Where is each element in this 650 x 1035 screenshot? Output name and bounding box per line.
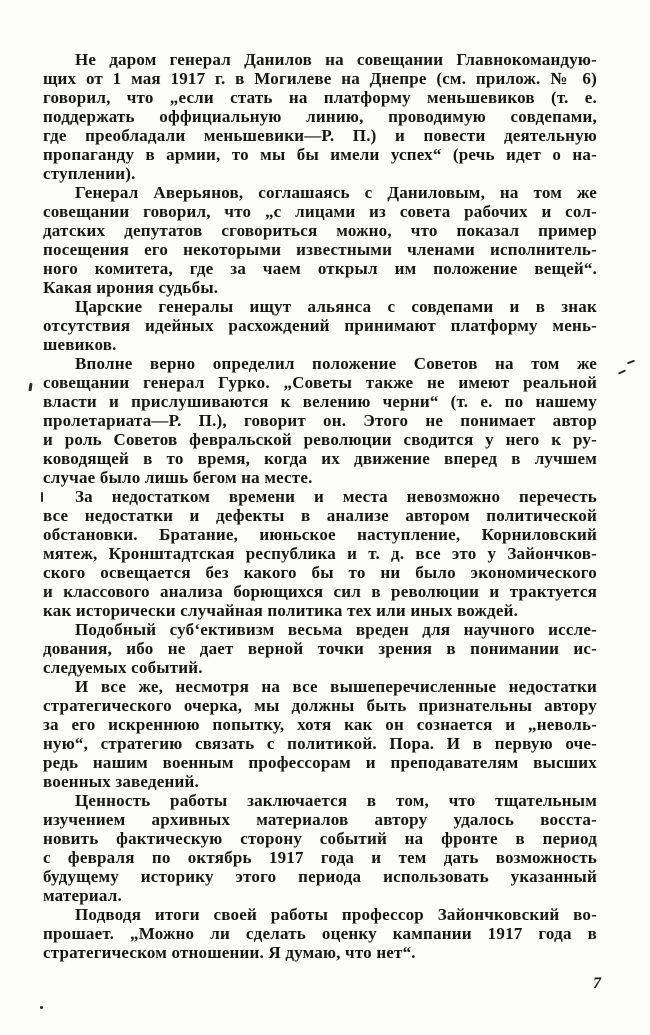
page-number: 7 <box>593 975 601 992</box>
text-line: шевиков. <box>43 335 117 354</box>
text-line: совещании генерал Гурко. „Советы также не имеют реальной <box>43 373 597 392</box>
text-line: Вполне верно определил положение Советов на том же <box>75 354 597 373</box>
text-line: военных заведений. <box>43 772 199 791</box>
text-line: обстановки. Братание, июньское наступление, Корниловский <box>43 525 597 544</box>
text-line: Ценность работы заключается в том, что тщательным <box>75 791 597 810</box>
text-line: за его искреннюю попытку, хотя как он сознается и „неволь- <box>43 715 597 734</box>
text-line: мятеж, Кронштадтская республика и т. д. все это у Зайончков- <box>43 544 597 563</box>
text-line: материал. <box>43 886 122 905</box>
scan-speck-left-tick <box>41 492 43 502</box>
scan-speck-right-margin-1 <box>627 360 635 365</box>
text-line: все недостатки и дефекты в анализе автором политической <box>43 506 597 525</box>
text-line: как исторически случайная политика тех или иных вождей. <box>43 601 519 620</box>
scan-speck-right-margin-2 <box>618 369 626 374</box>
text-line: где преобладали меньшевики—Р. П.) и повести деятельную <box>43 126 597 145</box>
text-line: За недостатком времени и места невозможно перечесть <box>75 487 597 506</box>
text-block <box>43 50 597 962</box>
text-line: говорил, что „если стать на платформу меньшевиков (т. е. <box>43 88 597 107</box>
text-line: стратегическом отношении. Я думаю, что нет“. <box>43 943 416 962</box>
text-line: случае было лишь бегом на месте. <box>43 468 313 487</box>
text-line: щих от 1 мая 1917 г. в Могилеве на Днепре (см. прилож. № 6) <box>43 69 597 88</box>
text-line: пролетариата—Р. П.), говорит он. Этого не понимает автор <box>43 411 597 430</box>
text-line: ступлении). <box>43 164 136 183</box>
text-line: ского освещается без какого бы то ни было экономического <box>43 563 597 582</box>
text-line: Подобный суб‘ективизм весьма вреден для научного иссле- <box>75 620 597 639</box>
text-line: Генерал Аверьянов, соглашаясь с Даниловым, на том же <box>75 183 597 202</box>
text-line: стратегического очерка, мы должны быть признательны автору <box>43 696 597 715</box>
text-line: поддержать оффициальную линию, проводимую совдепами, <box>43 107 597 126</box>
text-line: Какая ирония судьбы. <box>43 278 219 297</box>
text-line: Не даром генерал Данилов на совещании Главнокомандую- <box>75 50 597 69</box>
text-line: будущему историку этого периода использовать указанный <box>43 867 597 886</box>
text-line: датских депутатов сговориться можно, что показал пример <box>43 221 597 240</box>
text-line: посещения его некоторыми известными членами исполнитель- <box>43 240 597 259</box>
text-line: Подводя итоги своей работы профессор Зайончковский во- <box>75 905 597 924</box>
text-line: власти и прислушиваются к велению черни“ (т. е. по нашему <box>43 392 597 411</box>
text-line: ководящей в то время, когда их движение вперед в лучшем <box>43 449 597 468</box>
scan-speck-left-quote <box>28 383 32 391</box>
text-line: и классового анализа борющихся сил в революции и трактуется <box>43 582 597 601</box>
text-line: новить фактическую сторону событий на фронте в период <box>43 829 597 848</box>
text-line: дования, ибо не дает верной точки зрения в понимании ис- <box>43 639 597 658</box>
text-line: пропаганду в армии, то мы бы имели успех“ (речь идет о на- <box>43 145 597 164</box>
text-line: ного комитета, где за чаем открыл им положение вещей“. <box>43 259 597 278</box>
text-line: и роль Советов февральской революции сводится у него к ру- <box>43 430 597 449</box>
scan-speck-bottom-dot <box>40 1006 43 1009</box>
text-line: ную“, стратегию связать с политикой. Пора. И в первую оче- <box>43 734 597 753</box>
text-line: редь нашим военным профессорам и преподавателям высших <box>43 753 597 772</box>
text-line: И все же, несмотря на все вышеперечисленные недостатки <box>75 677 597 696</box>
text-line: с февраля по октябрь 1917 года и тем дать возможность <box>43 848 597 867</box>
text-line: Царские генералы ищут альянса с совдепами и в знак <box>75 297 597 316</box>
text-line: совещании говорил, что „с лицами из совета рабочих и сол- <box>43 202 597 221</box>
text-line: прошает. „Можно ли сделать оценку кампании 1917 года в <box>43 924 597 943</box>
text-line: изучением архивных материалов автору удалось восста- <box>43 810 597 829</box>
text-line: отсутствия идейных расхождений принимают платформу мень- <box>43 316 597 335</box>
text-line: следуемых событий. <box>43 658 203 677</box>
